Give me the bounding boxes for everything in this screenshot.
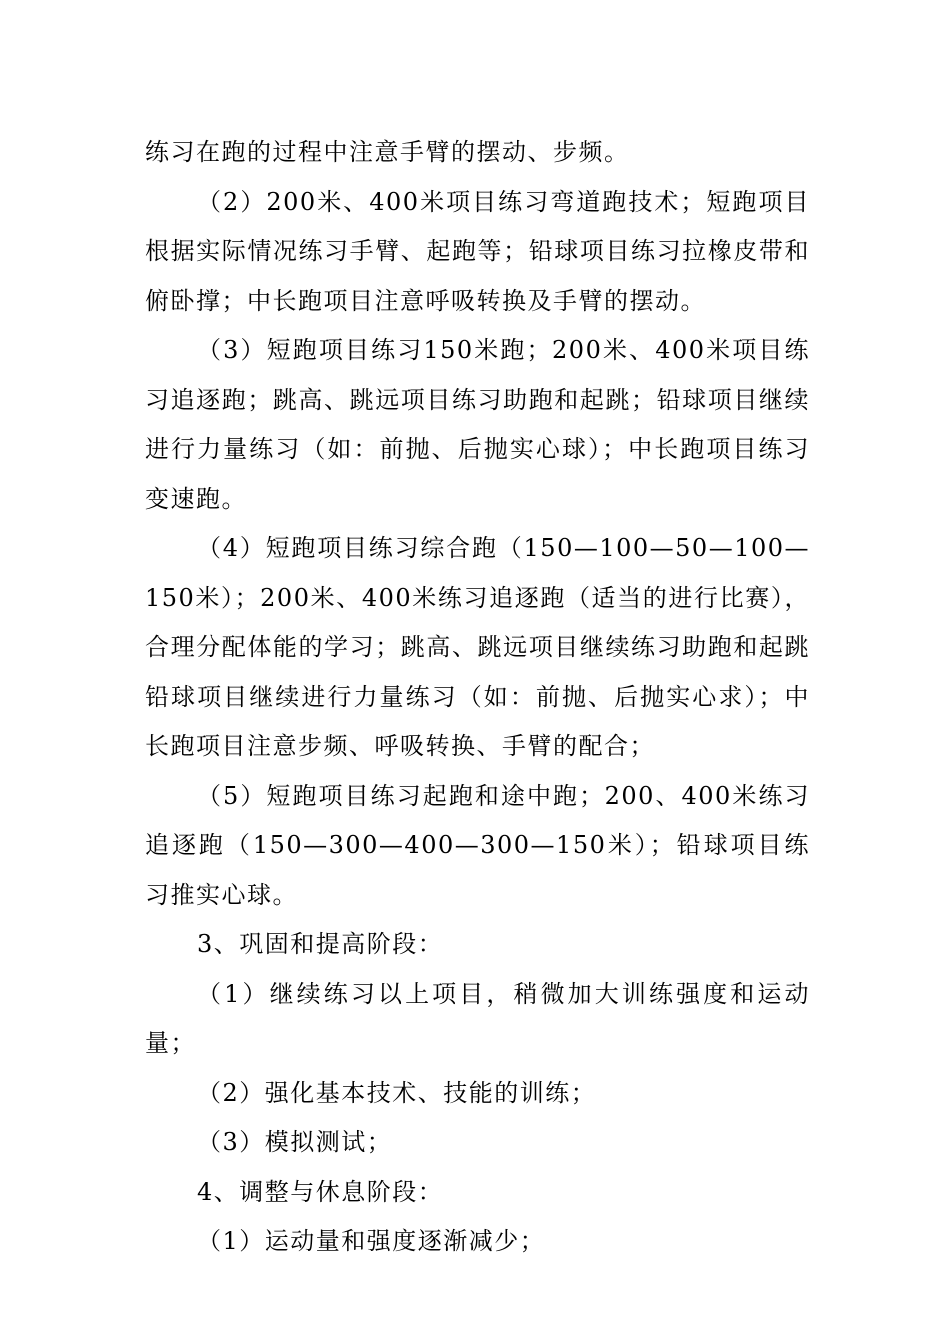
section-heading-consolidation: 3、巩固和提高阶段：	[197, 930, 444, 958]
document-body	[145, 128, 810, 1267]
consolidation-item-3: （3）模拟测试；	[197, 1128, 393, 1156]
paragraph-item-3: （3）短跑项目练习150米跑；200米、400米项目练习追逐跑；跳高、跳远项目练习助跑和起跳；铅球项目继续进行力量练习（如：前抛、后抛实心球）；中长跑项目练习变速跑。	[145, 336, 810, 513]
paragraph-item-2: （2）200米、400米项目练习弯道跑技术；短跑项目根据实际情况练习手臂、起跑等；铅球项目练习拉橡皮带和俯卧撑；中长跑项目注意呼吸转换及手臂的摆动。	[145, 187, 810, 315]
paragraph-item-5: （5）短跑项目练习起跑和途中跑；200、400米练习追逐跑（150—300—400—300—150米）；铅球项目练习推实心球。	[145, 781, 810, 909]
paragraph-continuation: 练习在跑的过程中注意手臂的摆动、步频。	[145, 138, 630, 166]
consolidation-item-2: （2）强化基本技术、技能的训练；	[197, 1078, 597, 1107]
consolidation-item-1: （1）继续练习以上项目，稍微加大训练强度和运动量；	[145, 979, 810, 1057]
paragraph-item-4: （4）短跑项目练习综合跑（150—100—50—100—150米）；200米、400米练习追逐跑（适当的进行比赛），合理分配体能的学习；跳高、跳远项目继续练习助跑和起跳铅球项目继续进行力量练习（如：前抛、后抛实心求）；中长跑项目注意步频、呼吸转换、手臂的配合；	[145, 534, 810, 760]
adjustment-item-1: （1）运动量和强度逐渐减少；	[197, 1227, 546, 1255]
section-heading-adjustment: 4、调整与休息阶段：	[197, 1177, 444, 1206]
